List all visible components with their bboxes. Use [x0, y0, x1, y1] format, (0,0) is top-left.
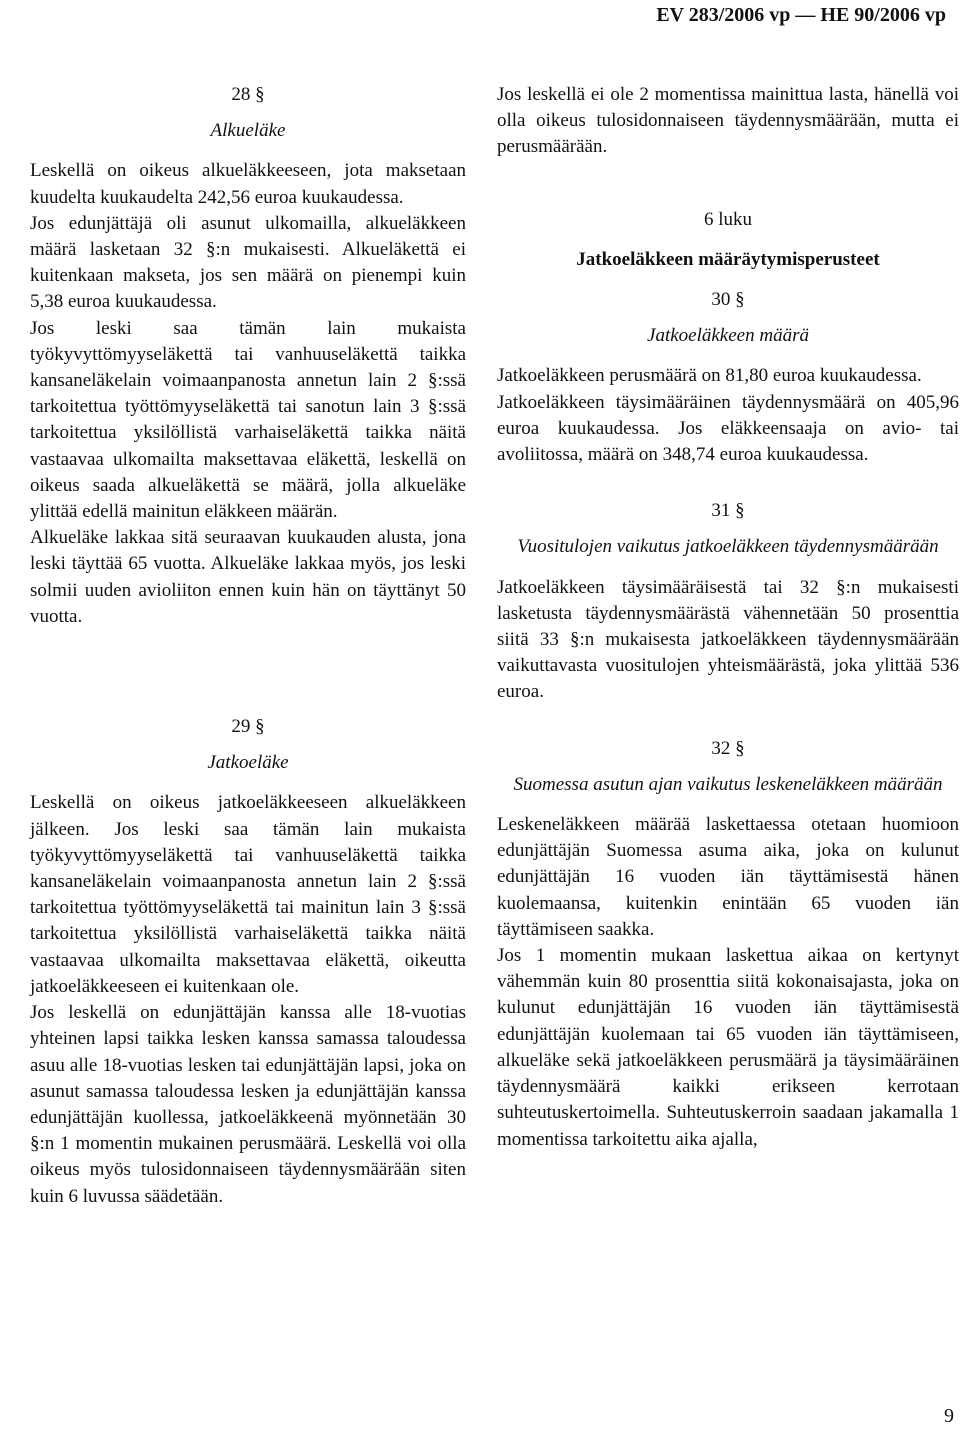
- section-28-paragraph-4: Alkueläke lakkaa sitä seuraavan kuukauden alusta, jona leski täyttää 65 vuotta. Alkueläke lakkaa myös, jos leski solmii uuden avioliiton ennen kuin hän on täyttänyt 50 vuotta.: [30, 527, 466, 627]
- left-column: [30, 82, 466, 1210]
- section-28-paragraph-1: Leskellä on oikeus alkueläkkeeseen, jota maksetaan kuudelta kuukaudelta 242,56 euroa kuukaudessa.: [30, 160, 466, 208]
- section-31-number: 31 §: [711, 500, 745, 522]
- section-29-paragraph-2: Jos leskellä on edunjättäjän kanssa alle 18-vuotias yhteinen lapsi taikka lesken kanssa samassa taloudessa asuu alle 18-vuotias lesken tai edunjättäjän lapsi, joka on asunut samassa taloudessa lesken ja edunjättäjän kanssa edunjättäjän kuollessa, jatkoeläkkeenä myönnetään 30 §:n 1 momentin mukainen perusmäärä. Leskellä voi olla oikeus myös tulosidonnaiseen täydennysmäärään siten kuin 6 luvussa säädetään.: [30, 1002, 466, 1207]
- page-header: EV 283/2006 vp — HE 90/2006 vp: [656, 4, 946, 26]
- section-31-title: Vuositulojen vaikutus jatkoeläkkeen täydennysmäärään: [517, 536, 939, 558]
- page-number: 9: [944, 1404, 954, 1427]
- section-28-number: 28 §: [231, 84, 265, 105]
- chapter-6-title: Jatkoeläkkeen määräytymisperusteet: [576, 248, 880, 270]
- section-30-number: 30 §: [711, 289, 745, 311]
- section-32-number: 32 §: [711, 737, 745, 759]
- chapter-6-number: 6 luku: [703, 208, 753, 230]
- section-32-paragraph-2: Jos 1 momentin mukaan laskettua aikaa on kertynyt vähemmän kuin 80 prosenttia siitä kokonaisajasta, joka on kulunut edunjättäjän 16 vuoden iän täyttämisestä edunjättäjän kuolemaan tai 65 vuoden iän täyttämiseen, alkueläke sekä jatkoeläkkeen perusmäärä ja täysimääräinen täydennysmäärä kaikki erikseen kerrotaan suhteutuskertoimella. Suhteutuskerroin saadaan jakamalla 1 momentissa tarkoitettu aika ajalla,: [497, 945, 959, 1150]
- section-29-title: Jatkoeläke: [207, 752, 289, 774]
- section-30-paragraph-1: Jatkoeläkkeen perusmäärä on 81,80 euroa kuukaudessa.: [497, 365, 922, 387]
- section-30-paragraph-2: Jatkoeläkkeen täysimääräinen täydennysmäärä on 405,96 euroa kuukaudessa. Jos eläkkeensaaja on avio- tai avoliitossa, määrä on 348,74 euroa kuukaudessa.: [497, 391, 959, 466]
- section-30-title: Jatkoeläkkeen määrä: [647, 325, 809, 347]
- section-28-title: Alkueläke: [210, 120, 286, 142]
- intro-paragraph: Jos leskellä ei ole 2 momentissa mainittua lasta, hänellä voi olla oikeus tulosidonnaiseen täydennysmäärään, mutta ei perusmäärään.: [497, 84, 959, 158]
- section-31-paragraph-1: Jatkoeläkkeen täysimääräisestä tai 32 §:n mukaisesti lasketusta täydennysmäärästä vähennetään 50 prosenttia siitä 33 §:n mukaisesta jatkoeläkkeen täydennysmäärään vaikuttavasta vuositulojen yhteismäärästä, joka ylittää 536 euroa.: [497, 576, 959, 703]
- section-32-title: Suomessa asutun ajan vaikutus leskeneläkkeen määrään: [513, 773, 943, 795]
- section-28-paragraph-2: Jos edunjättäjä oli asunut ulkomailla, alkueläkkeen määrä lasketaan 32 §:n mukaisesti. Alkueläkettä ei kuitenkaan makseta, jos sen määrä on pienempi kuin 5,38 euroa kuukaudessa.: [30, 212, 466, 313]
- section-32-paragraph-1: Leskeneläkkeen määrää laskettaessa otetaan huomioon edunjättäjän Suomessa asuma aika, joka on kulunut edunjättäjän 16 vuoden iän täyttämisestä hänen kuolemaansa, kuitenkin enintään 65 vuoden iän täyttämiseen saakka.: [497, 814, 959, 940]
- right-column: [497, 82, 959, 1153]
- section-28-paragraph-3: Jos leski saa tämän lain mukaista työkyvyttömyyseläkettä tai vanhuuseläkettä taikka kansaneläkelain voimaanpanosta annetun lain 2 §:ssä tarkoitettua työttömyyseläkettä tai sanotun lain 3 §:ssä tarkoitettua yksilöllistä varhaiseläkettä taikka näitä vastaavaa ulkomailta maksettavaa eläkettä, leskellä on oikeus saada alkueläkettä se määrä, jolla alkueläke ylittää edellä mainitun eläkkeen määrän.: [30, 317, 466, 523]
- section-29-paragraph-1: Leskellä on oikeus jatkoeläkkeeseen alkueläkkeen jälkeen. Jos leski saa tämän lain mukaista työkyvyttömyyseläkettä tai vanhuuseläkettä taikka kansaneläkelain voimaanpanosta annetun lain 2 §:ssä tarkoitettua työttömyyseläkettä tai mainitun lain 3 §:ssä tarkoitettua yksilöllistä varhaiseläkettä taikka näitä vastaavaa ulkomailta maksettavaa eläkettä, oikeutta jatkoeläkkeeseen ei kuitenkaan ole.: [30, 792, 466, 997]
- section-29-number: 29 §: [231, 716, 265, 738]
